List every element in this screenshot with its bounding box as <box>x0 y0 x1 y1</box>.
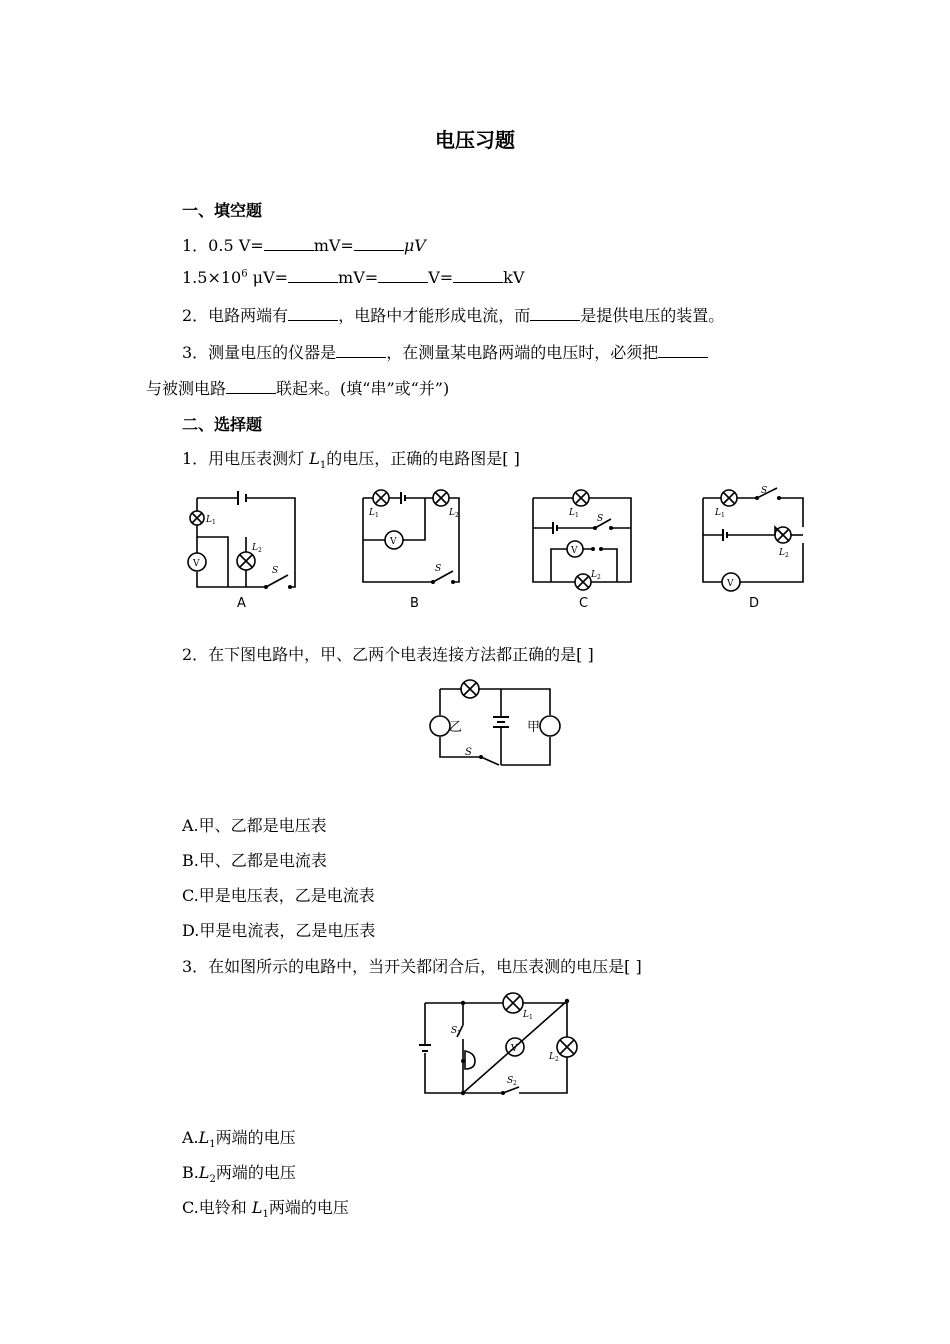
q3-c: 与被测电路 <box>146 379 227 398</box>
lamp-label-l2-sub: 2 <box>555 1056 559 1063</box>
q2-option-b[interactable]: B.甲、乙都是电流表 <box>182 851 327 870</box>
q3-d: 联起来。(填“串”或“并”) <box>276 379 450 398</box>
choice-question-2: 2．在下图电路中，甲、乙两个电表连接方法都正确的是[ ] <box>182 645 594 664</box>
lamp-label-l1-sub: 1 <box>575 512 579 519</box>
lamp-label-l2-sub: 2 <box>597 574 601 581</box>
cq1-sub: 1 <box>319 460 327 472</box>
circuit-diagram-d <box>695 485 820 615</box>
q3b-post: 两端的电压 <box>215 1163 296 1182</box>
q3b-L: L <box>198 1163 210 1182</box>
section-heading-choice: 二、选择题 <box>182 415 263 434</box>
q3c-L: L <box>251 1198 263 1217</box>
voltmeter-label: V <box>511 1044 518 1054</box>
q1b-v: V= <box>428 268 454 287</box>
switch-label: S <box>761 486 768 496</box>
choice-question-1 <box>182 446 520 471</box>
voltmeter-label: V <box>390 537 397 547</box>
q2-option-d[interactable]: D.甲是电流表，乙是电压表 <box>182 921 376 940</box>
caption-d: D <box>749 596 760 611</box>
blank-2[interactable] <box>354 236 404 251</box>
page-title: 电压习题 <box>435 128 515 152</box>
q2-c: 是提供电压的装置。 <box>580 306 725 325</box>
circuit-diagram-a <box>180 485 305 615</box>
lamp-label-l2: L <box>252 543 258 553</box>
q3-a: 3．测量电压的仪器是 <box>182 343 337 362</box>
blank-9[interactable] <box>658 343 708 358</box>
caption-b: B <box>410 596 419 611</box>
meter-label-jia: 甲 <box>527 720 541 735</box>
q3c-pre: C.电铃和 <box>182 1198 252 1217</box>
q3-option-a[interactable] <box>182 1125 296 1150</box>
q1b-unit1: μV= <box>247 268 289 287</box>
blank-3[interactable] <box>288 268 338 283</box>
lamp-label-l2: L <box>549 1052 555 1062</box>
q3c-post: 两端的电压 <box>268 1198 349 1217</box>
lamp-label-l2: L <box>779 548 785 558</box>
q3-option-c[interactable] <box>182 1195 349 1220</box>
lamp-label-l1-sub: 1 <box>375 512 379 519</box>
q3a-post: 两端的电压 <box>215 1128 296 1147</box>
blank-4[interactable] <box>378 268 428 283</box>
section-heading-fill: 一、填空题 <box>182 201 263 220</box>
q3a-L: L <box>198 1128 210 1147</box>
circuit-diagram-q2 <box>425 675 565 770</box>
q3-b: ，在测量某电路两端的电压时，必须把 <box>386 343 659 362</box>
q3b-pre: B. <box>182 1163 199 1182</box>
cq1-a: 1．用电压表测灯 <box>182 449 310 468</box>
q1b-prefix: 1.5×10 <box>182 268 242 287</box>
blank-5[interactable] <box>453 268 503 283</box>
blank-10[interactable] <box>226 379 276 394</box>
switch-label-s1-sub: 1 <box>457 1030 461 1037</box>
lamp-label-l1: L <box>206 515 212 525</box>
lamp-label-l1: L <box>569 508 575 518</box>
meter-label-yi: 乙 <box>449 720 463 735</box>
q2-option-c[interactable]: C.甲是电压表，乙是电流表 <box>182 886 375 905</box>
q1-uv: μV <box>403 236 426 255</box>
caption-c: C <box>579 596 589 611</box>
q3-option-b[interactable] <box>182 1160 296 1185</box>
q1b-kv: kV <box>503 268 525 287</box>
blank-1[interactable] <box>264 236 314 251</box>
cq1-L: L <box>309 449 320 468</box>
lamp-label-l1-sub: 1 <box>721 512 725 519</box>
cq1-b: 的电压，正确的电路图是[ ] <box>326 449 520 468</box>
switch-label: S <box>597 514 604 524</box>
question-1-1 <box>182 233 426 256</box>
lamp-label-l1-sub: 1 <box>529 1014 533 1021</box>
voltmeter-label: V <box>193 559 200 569</box>
switch-label: S <box>272 566 279 576</box>
q1-mv: mV= <box>313 236 354 255</box>
q2-a: 2．电路两端有 <box>182 306 289 325</box>
circuit-diagram-c <box>525 485 650 615</box>
circuit-diagram-b <box>355 485 480 615</box>
lamp-label-l1: L <box>523 1010 529 1020</box>
lamp-label-l1: L <box>369 508 375 518</box>
q3a-pre: A. <box>182 1128 199 1147</box>
q3b-sub: 2 <box>209 1174 216 1186</box>
q2-b: ，电路中才能形成电流，而 <box>338 306 531 325</box>
q3c-sub: 1 <box>262 1209 269 1221</box>
voltmeter-label: V <box>727 579 734 589</box>
lamp-label-l1: L <box>715 508 721 518</box>
caption-a: A <box>237 596 246 611</box>
lamp-label-l2-sub: 2 <box>455 512 459 519</box>
blank-8[interactable] <box>336 343 386 358</box>
switch-label-s1: S <box>451 1026 458 1036</box>
q1-prefix: 1．0.5 V= <box>182 236 264 255</box>
blank-6[interactable] <box>288 306 338 321</box>
question-3 <box>182 340 708 363</box>
lamp-label-l2: L <box>591 570 597 580</box>
question-1-2 <box>182 268 524 287</box>
lamp-label-l1-sub: 1 <box>212 519 216 526</box>
switch-label: S <box>435 564 442 574</box>
question-2 <box>182 303 724 326</box>
question-3-cont <box>146 376 449 399</box>
switch-label-s2-sub: 2 <box>513 1080 517 1087</box>
q2-option-a[interactable]: A.甲、乙都是电压表 <box>182 816 327 835</box>
lamp-label-l2-sub: 2 <box>785 552 789 559</box>
lamp-label-l2-sub: 2 <box>258 547 262 554</box>
lamp-label-l2: L <box>449 508 455 518</box>
voltmeter-label: V <box>571 546 578 556</box>
q1b-exp: 6 <box>241 268 248 280</box>
choice-question-3: 3．在如图所示的电路中，当开关都闭合后，电压表测的电压是[ ] <box>182 957 642 976</box>
switch-label: S <box>465 747 472 758</box>
q1b-mv: mV= <box>338 268 379 287</box>
circuit-diagram-q3 <box>415 995 585 1100</box>
blank-7[interactable] <box>530 306 580 321</box>
q3a-sub: 1 <box>209 1139 216 1151</box>
switch-label-s2: S <box>507 1076 514 1086</box>
